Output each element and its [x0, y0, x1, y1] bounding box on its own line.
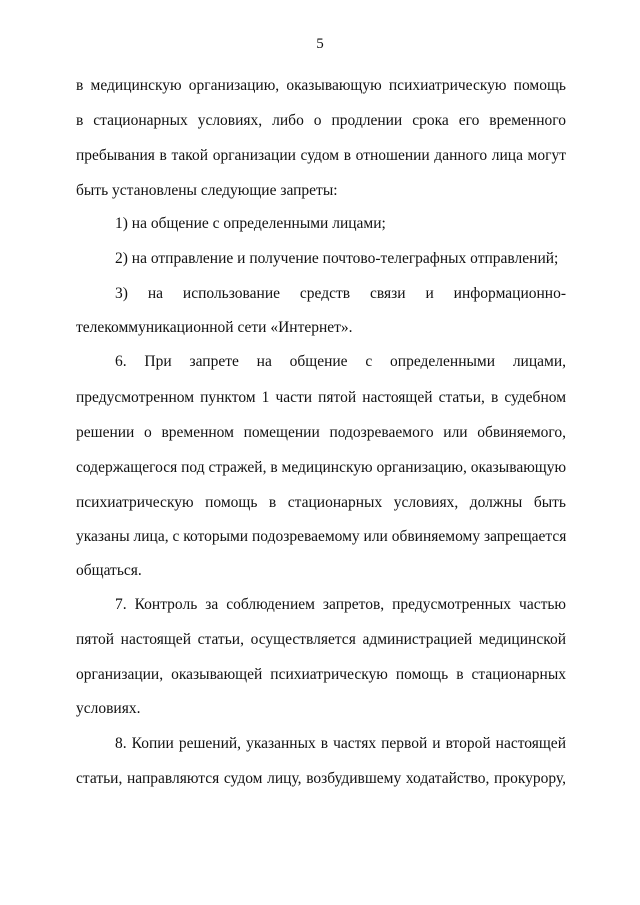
text-line: содержащегося под стражей, в медицинскую организацию, оказывающую	[76, 459, 567, 476]
page-number: 5	[316, 36, 324, 52]
text-line: в медицинскую организацию, оказывающую психиатрическую помощь	[76, 77, 566, 94]
text-line: решении о временном помещении подозреваемого или обвиняемого,	[76, 424, 566, 441]
text-line: условиях.	[76, 700, 141, 717]
text-line: пятой настоящей статьи, осуществляется администрацией медицинской	[76, 631, 566, 648]
list-item-2: 2) на отправление и получение почтово-телеграфных отправлений;	[115, 250, 559, 267]
paragraph-7-start: 7. Контроль за соблюдением запретов, предусмотренных частью	[115, 596, 566, 613]
text-line: быть установлены следующие запреты:	[76, 182, 338, 199]
text-line: общаться.	[76, 562, 142, 579]
list-item-3: 3) на использование средств связи и информационно-	[115, 285, 566, 302]
text-line: указаны лица, с которыми подозреваемому или обвиняемому запрещается	[76, 528, 567, 545]
text-line: организации, оказывающей психиатрическую помощь в стационарных	[76, 666, 566, 683]
text-line: пребывания в такой организации судом в отношении данного лица могут	[76, 147, 566, 164]
text-line: психиатрическую помощь в стационарных условиях, должны быть	[76, 494, 566, 511]
paragraph-8-start: 8. Копии решений, указанных в частях первой и второй настоящей	[115, 735, 566, 752]
list-item-1: 1) на общение с определенными лицами;	[115, 215, 386, 232]
text-line: статьи, направляются судом лицу, возбудившему ходатайство, прокурору,	[76, 770, 566, 787]
text-line: в стационарных условиях, либо о продлении срока его временного	[76, 112, 566, 129]
text-line: телекоммуникационной сети «Интернет».	[76, 319, 353, 336]
paragraph-6-start: 6. При запрете на общение с определенными лицами,	[115, 353, 566, 370]
text-line: предусмотренном пунктом 1 части пятой настоящей статьи, в судебном	[76, 389, 566, 406]
